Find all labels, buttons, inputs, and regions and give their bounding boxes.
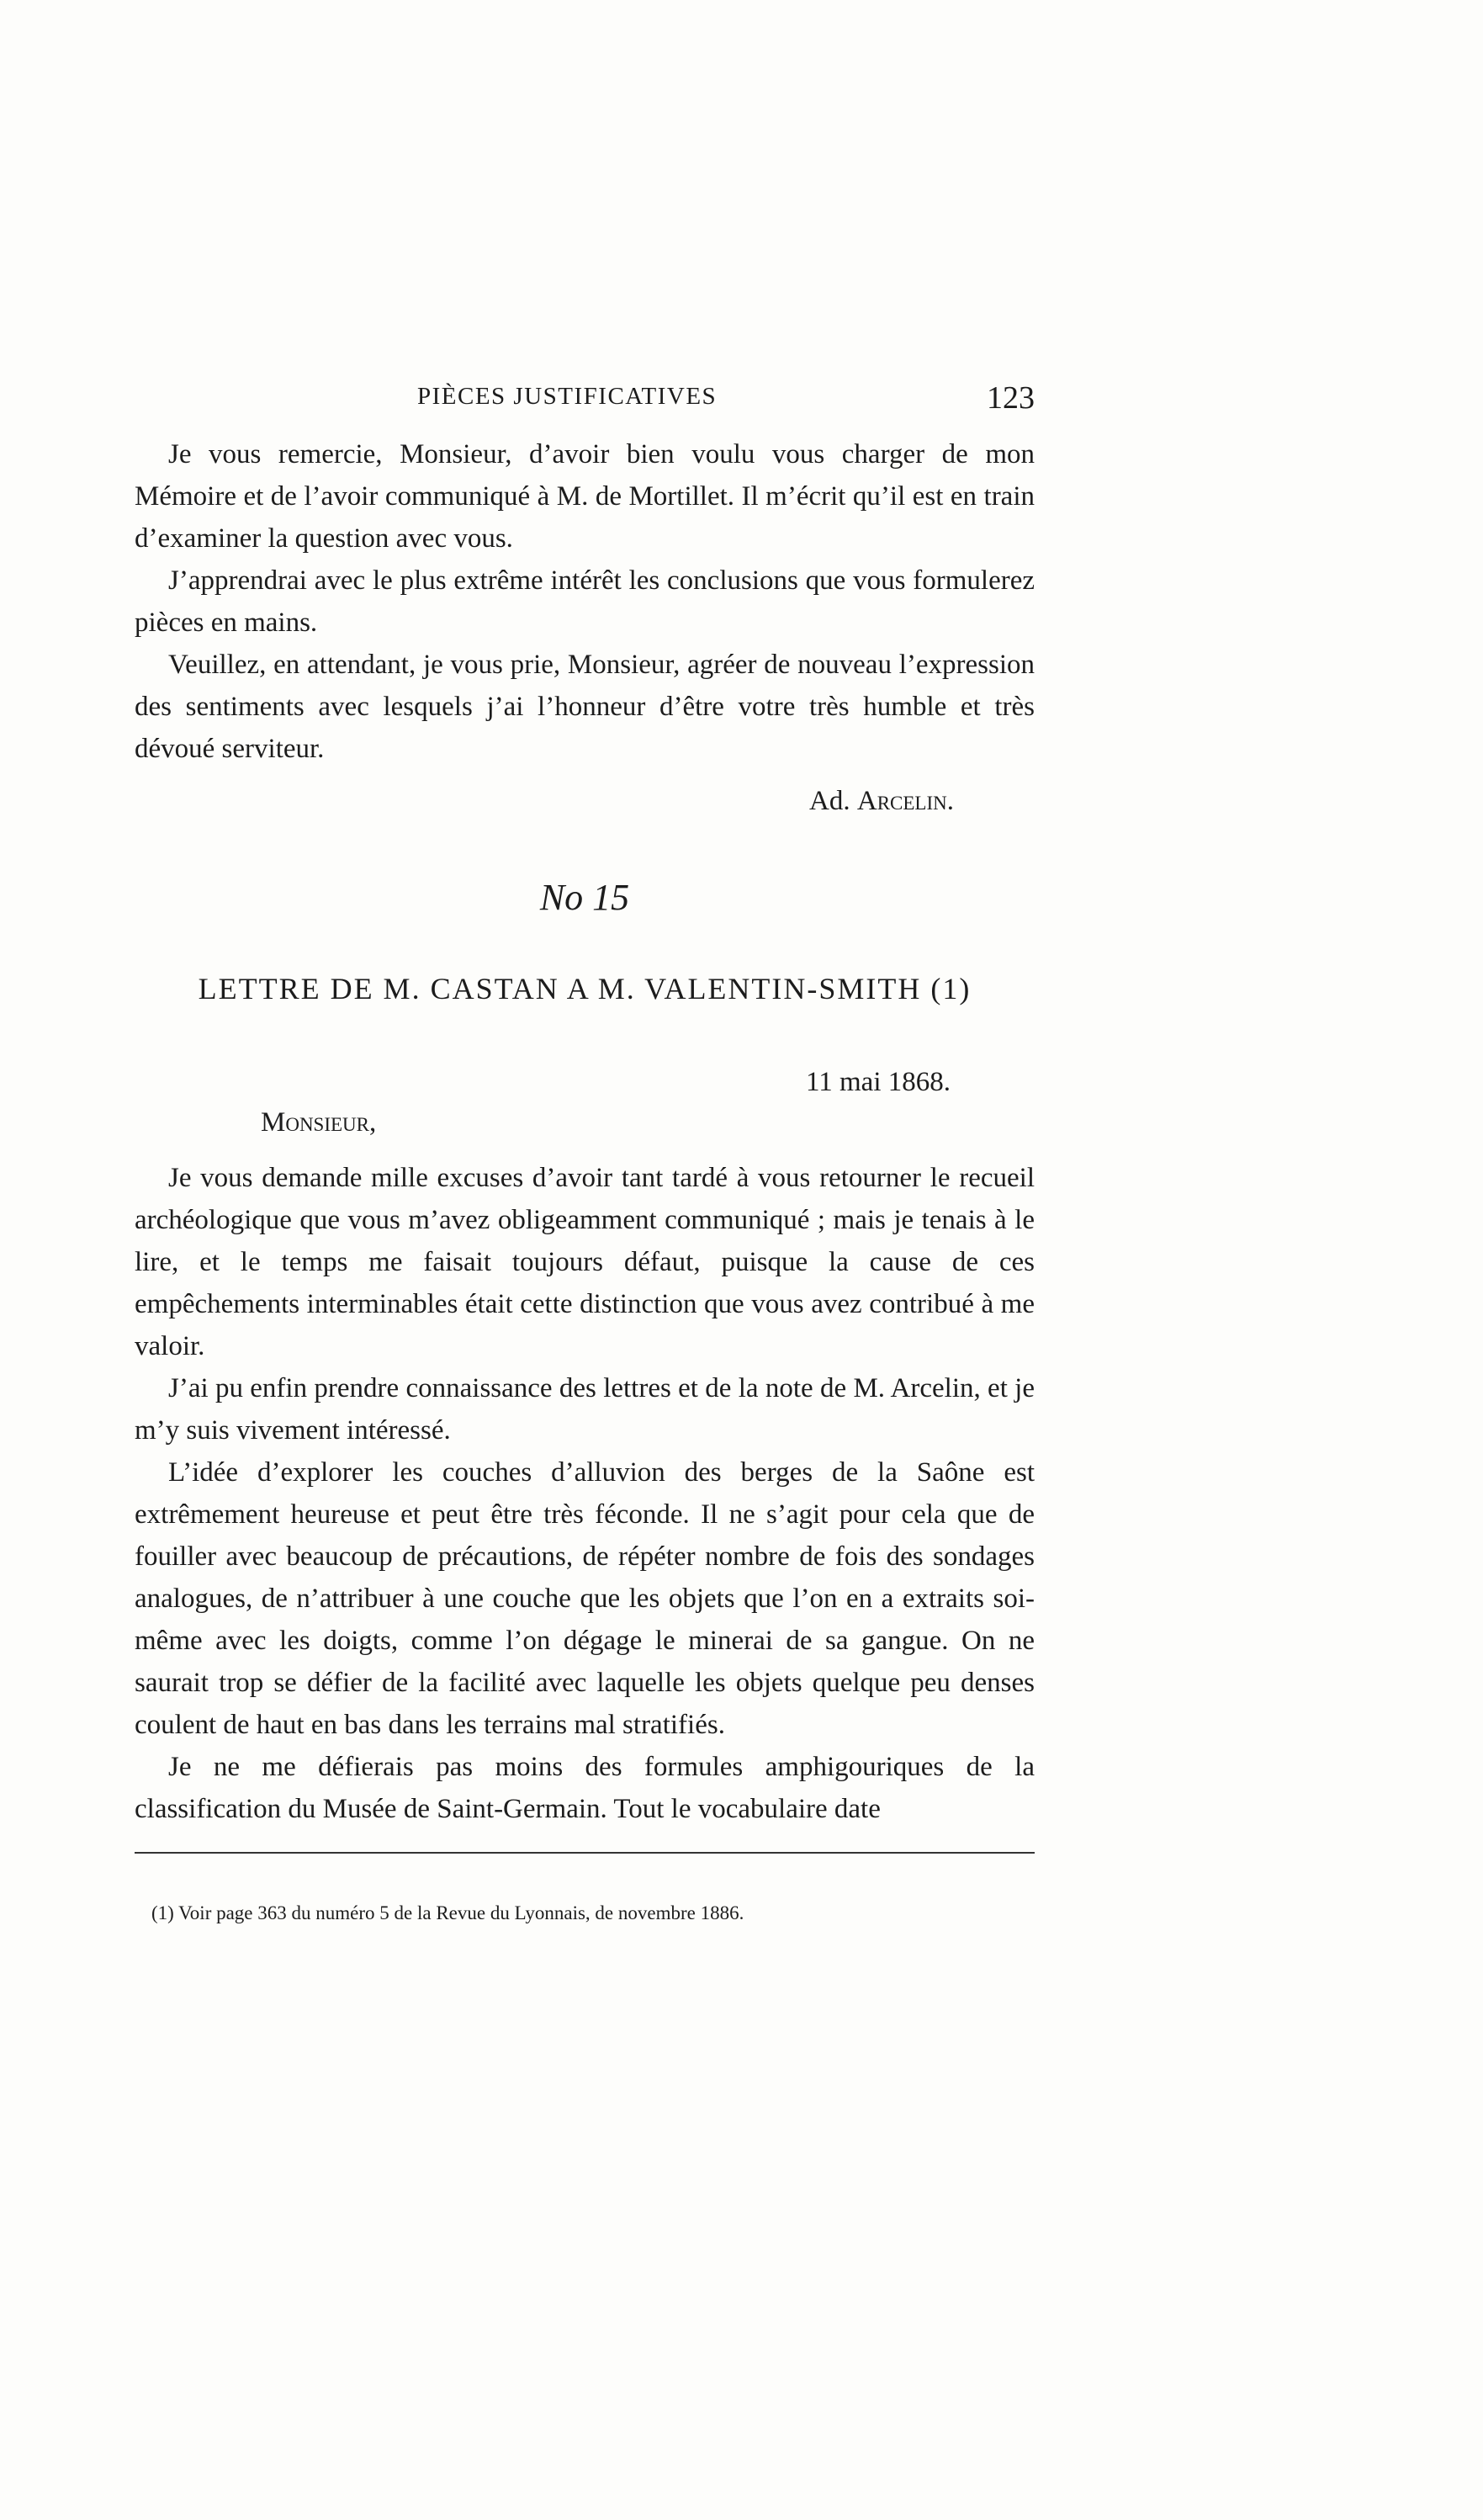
signature-name: Arcelin.: [856, 786, 954, 816]
paragraph: L’idée d’explorer les couches d’alluvion des berges de la Saône est extrêmement heureuse et peut être très féconde. Il ne s’agit pour cela que de fouiller avec beaucoup de précautions, de répéter nombre de fois des sondages analogues, de n’attribuer à une couche que les objets que l’on en a extraits soi-même avec les doigts, comme l’on dégage le minerai de sa gangue. On ne saurait trop se défier de la facilité avec laquelle les objets quelque peu denses coulent de haut en bas dans les terrains mal stratifiés.: [135, 1457, 1035, 1740]
footnote: (1) Voir page 363 du numéro 5 de la Revue du Lyonnais, de novembre 1886.: [151, 1902, 744, 1923]
document-number: No 15: [539, 877, 630, 918]
signature: [135, 780, 954, 822]
letter-body: [135, 1157, 1035, 1830]
running-title: PIÈCES JUSTIFICATIVES: [417, 383, 718, 410]
paragraph: Je vous remercie, Monsieur, d’avoir bien voulu vous charger de mon Mémoire et de l’avoir communiqué à M. de Mortillet. Il m’écrit qu’il est en train d’examiner la question avec vous.: [135, 439, 1035, 554]
paragraph: Je ne me défierais pas moins des formules amphigouriques de la classification du Musée de Saint-Germain. Tout le vocabulaire date: [135, 1752, 1035, 1824]
paragraph: J’ai pu enfin prendre connaissance des lettres et de la note de M. Arcelin, et je m’y suis vivement intéressé.: [135, 1373, 1035, 1446]
previous-letter-body: [135, 433, 1035, 770]
footnote-divider: [135, 1852, 1035, 1854]
paragraph: J’apprendrai avec le plus extrême intérêt les conclusions que vous formulerez pièces en mains.: [135, 565, 1035, 638]
page-number: 123: [987, 380, 1035, 416]
book-page: [135, 380, 1035, 1928]
paragraph: Veuillez, en attendant, je vous prie, Monsieur, agréer de nouveau l’expression des sentiments avec lesquels j’ai l’honneur d’être votre très humble et très dévoué serviteur.: [135, 650, 1035, 764]
signature-initial: Ad.: [809, 786, 850, 816]
letter-date: 11 mai 1868.: [805, 1067, 951, 1097]
salutation: Monsieur,: [261, 1107, 377, 1138]
letter-title: LETTRE DE M. CASTAN A M. VALENTIN-SMITH (1): [198, 972, 972, 1005]
running-head: [135, 380, 1035, 433]
paragraph: Je vous demande mille excuses d’avoir tant tardé à vous retourner le recueil archéologique que vous m’avez obligeamment communiqué ; mais je tenais à le lire, et le temps me faisait toujours défaut, puisque la cause de ces empêchements interminables était cette distinction que vous avez contribué à me valoir.: [135, 1163, 1035, 1361]
